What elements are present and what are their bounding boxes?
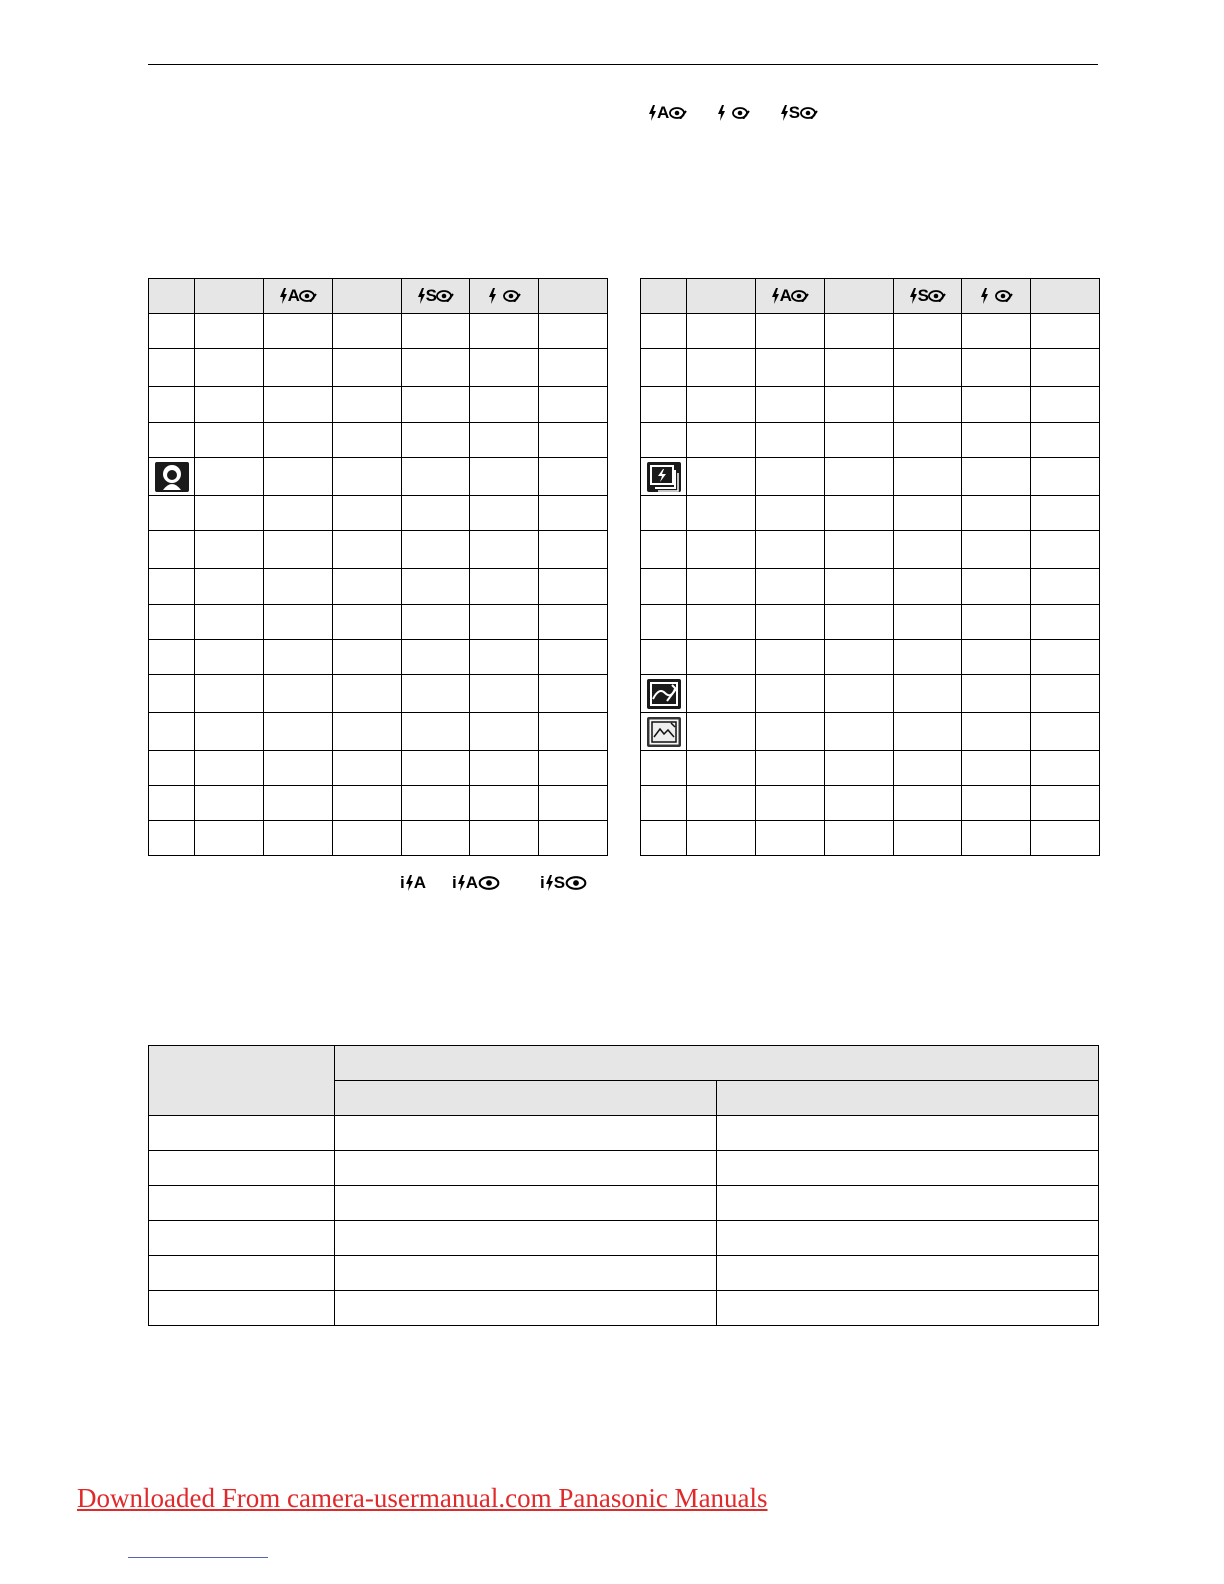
table-row	[641, 458, 1100, 496]
flash-availability-table-right	[640, 278, 1100, 856]
table-row	[149, 496, 608, 531]
header-cell	[335, 1081, 717, 1116]
red-eye-icon	[995, 290, 1013, 302]
header-cell	[641, 279, 687, 314]
scene-cell	[149, 458, 195, 496]
red-eye-icon	[299, 290, 317, 302]
table-row	[149, 1291, 1099, 1326]
lightning-icon	[457, 875, 466, 891]
table-row	[149, 1256, 1099, 1291]
symbol-letter: S	[788, 103, 800, 122]
table-row	[641, 349, 1100, 387]
table-header-row	[149, 1046, 1099, 1081]
flash-modes-legend	[648, 100, 818, 126]
lightning-icon	[771, 288, 780, 304]
pinhole-scene-icon	[647, 679, 681, 709]
table-row	[149, 713, 608, 751]
header-cell	[1031, 279, 1100, 314]
table-row	[641, 713, 1100, 751]
header-cell	[687, 279, 756, 314]
lightning-icon	[488, 288, 497, 304]
table-row	[149, 349, 608, 387]
header-cell	[402, 279, 470, 314]
table-row	[641, 531, 1100, 569]
lightning-icon	[980, 288, 989, 304]
scene-cell	[641, 713, 687, 751]
lightning-icon	[279, 288, 288, 304]
flash-forced-red-eye-symbol	[717, 103, 750, 123]
table-row	[149, 458, 608, 496]
table-row	[641, 314, 1100, 349]
symbol-letter: A	[287, 286, 300, 305]
header-cell	[962, 279, 1031, 314]
flash-slow-sync-red-eye-symbol	[780, 103, 818, 123]
table-row	[149, 569, 608, 605]
lightning-icon	[780, 105, 789, 121]
symbol-letter: A	[465, 873, 479, 892]
red-eye-icon	[800, 107, 818, 119]
table-row	[641, 605, 1100, 640]
film-grain-scene-icon	[647, 717, 681, 747]
table-row	[641, 569, 1100, 605]
header-cell	[717, 1081, 1099, 1116]
header-cell	[756, 279, 825, 314]
red-eye-icon	[732, 107, 750, 119]
eye-icon	[478, 876, 500, 890]
symbol-letter: A	[779, 286, 792, 305]
table-row	[149, 387, 608, 423]
table-row	[149, 1221, 1099, 1256]
header-cell	[149, 1046, 335, 1116]
header-rule	[148, 64, 1098, 65]
flash-range-table	[148, 1045, 1099, 1326]
table-row	[641, 821, 1100, 856]
flash-auto-red-eye-symbol	[648, 103, 687, 123]
intelligent-flash-legend	[400, 870, 587, 896]
red-eye-icon	[791, 290, 809, 302]
table-header-row	[641, 279, 1100, 314]
scene-cell	[641, 458, 687, 496]
table-row	[641, 675, 1100, 713]
symbol-letter: i	[540, 873, 545, 892]
table-row	[641, 496, 1100, 531]
intelligent-auto-red-eye-symbol	[452, 873, 500, 893]
flash-burst-scene-icon	[647, 462, 681, 492]
header-cell	[264, 279, 333, 314]
symbol-letter: S	[553, 873, 566, 892]
table-row	[149, 786, 608, 821]
table-row	[149, 751, 608, 786]
table-row	[641, 751, 1100, 786]
lightning-icon	[545, 875, 554, 891]
symbol-letter: i	[452, 873, 457, 892]
red-eye-icon	[436, 290, 454, 302]
lightning-icon	[405, 875, 414, 891]
header-cell	[825, 279, 894, 314]
table-row	[149, 1186, 1099, 1221]
footer-underline-rule	[128, 1557, 268, 1558]
red-eye-icon	[503, 290, 521, 302]
header-cell	[539, 279, 608, 314]
table-row	[149, 423, 608, 458]
flash-availability-table-left	[148, 278, 608, 856]
symbol-letter: A	[657, 103, 669, 122]
red-eye-icon	[928, 290, 946, 302]
symbol-letter: A	[413, 873, 427, 892]
header-cell	[470, 279, 539, 314]
lightning-icon	[909, 288, 918, 304]
footer-download-link[interactable]: Downloaded From camera-usermanual.com Panasonic Manuals	[77, 1483, 768, 1513]
table-row	[641, 387, 1100, 423]
table-row	[641, 786, 1100, 821]
table-header-row	[149, 279, 608, 314]
header-cell	[335, 1046, 1099, 1081]
red-eye-icon	[669, 107, 687, 119]
lightning-icon	[648, 105, 657, 121]
header-cell	[333, 279, 402, 314]
table-row	[641, 640, 1100, 675]
table-row	[149, 531, 608, 569]
header-cell	[149, 279, 195, 314]
symbol-letter: S	[425, 286, 437, 305]
table-row	[149, 675, 608, 713]
table-row	[149, 1116, 1099, 1151]
symbol-letter: S	[917, 286, 929, 305]
symbol-letter: i	[400, 873, 405, 892]
table-row	[149, 605, 608, 640]
intelligent-auto-flash-symbol	[400, 873, 426, 893]
table-row	[641, 423, 1100, 458]
eye-icon	[565, 876, 587, 890]
intelligent-slow-sync-red-eye-symbol	[540, 873, 587, 893]
table-row	[149, 1151, 1099, 1186]
lightning-icon	[417, 288, 426, 304]
table-row	[149, 821, 608, 856]
table-row	[149, 640, 608, 675]
header-cell	[195, 279, 264, 314]
header-cell	[894, 279, 962, 314]
portrait-scene-icon	[155, 462, 189, 492]
scene-cell	[641, 675, 687, 713]
lightning-icon	[717, 105, 726, 121]
table-row	[149, 314, 608, 349]
